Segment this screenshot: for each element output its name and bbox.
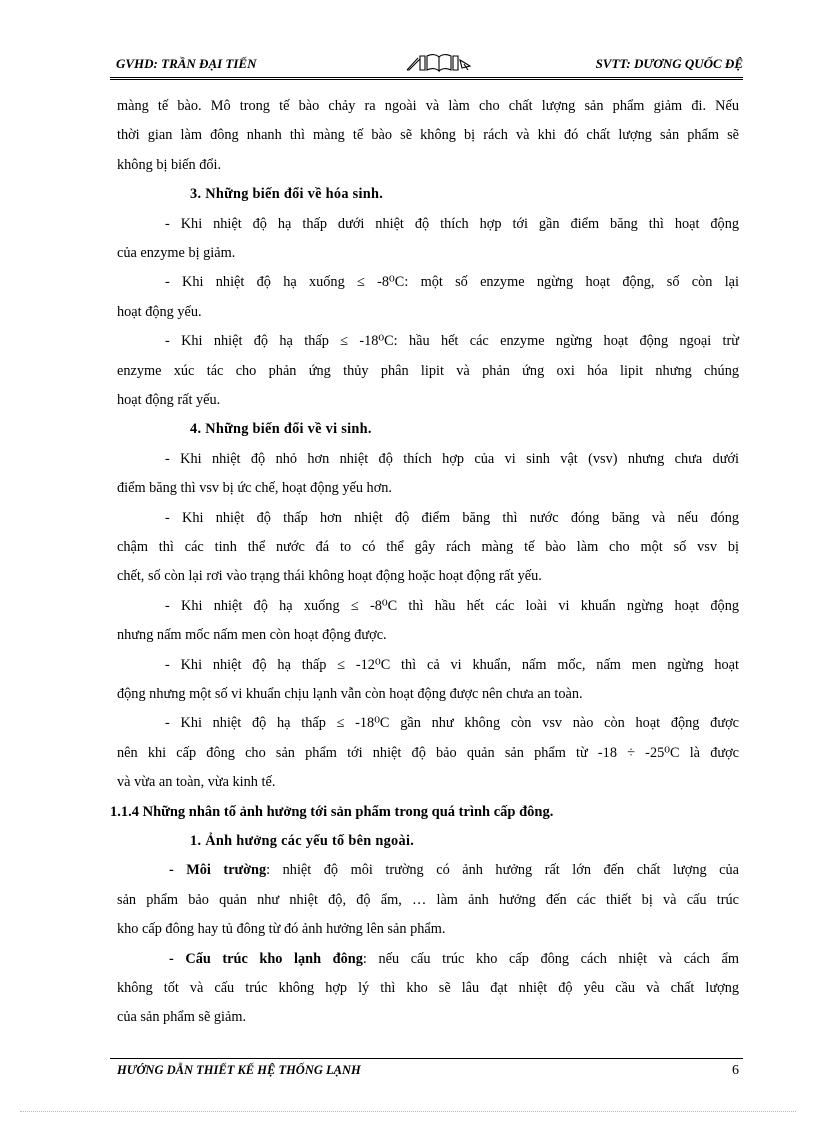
- text-span: : nếu cấu trúc kho cấp đông cách nhiệt và cách ẩm: [362, 950, 740, 967]
- text-line: và vừa an toàn, vừa kinh tế.: [117, 774, 276, 791]
- text-line: chậm thì các tinh thể nước đá to có thể gây rách màng tế bào làm cho một số vsv bị: [117, 539, 739, 555]
- footer-rule: [110, 1058, 743, 1059]
- text-line: enzyme xúc tác cho phản ứng thủy phân lipit và phản ứng oxi hóa lipit nhưng chúng: [117, 362, 739, 379]
- header-student: SVTT: DƯƠNG QUỐC ĐỆ: [595, 56, 743, 71]
- term-environment: - Môi trường: [169, 862, 267, 879]
- text-line: màng tế bào. Mô trong tế bào chảy ra ngoài và làm cho chất lượng sản phẩm giảm đi. Nếu: [117, 98, 739, 114]
- page-header: [110, 54, 743, 74]
- heading-external-factors: 1. Ảnh hưởng các yếu tố bên ngoài.: [190, 833, 415, 849]
- heading-microbial: 4. Những biến đổi về vi sinh.: [190, 421, 372, 438]
- header-supervisor: GVHD: TRẦN ĐẠI TIẾN: [116, 56, 257, 71]
- text-line: của sản phẩm sẽ giảm.: [117, 1009, 247, 1026]
- text-span: : nhiệt độ môi trường có ảnh hưởng rất lớn đến chất lượng của: [266, 862, 739, 879]
- text-line: sản phẩm bảo quản như nhiệt độ, độ ẩm, … làm ảnh hưởng đến các thiết bị và cấu trúc: [117, 891, 739, 908]
- pen-book-ornament-icon: [404, 52, 474, 74]
- text-line: - Khi nhiệt độ hạ thấp ≤ -18⁰C: hầu hết các enzyme ngừng hoạt động ngoại trừ: [165, 333, 739, 350]
- text-line: nhưng nấm mốc nấm men còn hoạt động được.: [117, 627, 387, 644]
- text-line: [117, 856, 739, 885]
- text-line: động nhưng một số vi khuẩn chịu lạnh vẫn còn hoạt động được nên chưa an toàn.: [117, 686, 583, 702]
- text-line: không bị biến đổi.: [117, 156, 222, 173]
- text-line: hoạt động yếu.: [117, 303, 202, 320]
- text-line: chết, số còn lại rơi vào trạng thái không hoạt động hoặc hoạt động rất yếu.: [117, 568, 542, 585]
- text-line: - Khi nhiệt độ thấp hơn nhiệt độ điểm băng thì nước đóng băng và nếu đóng: [165, 509, 739, 526]
- text-line: - Khi nhiệt độ hạ xuống ≤ -8⁰C thì hầu hết các loài vi khuẩn ngừng hoạt động: [165, 597, 739, 614]
- heading-biochemical: 3. Những biến đổi về hóa sinh.: [190, 186, 384, 203]
- text-line: - Khi nhiệt độ hạ thấp ≤ -18⁰C gần như không còn vsv nào còn hoạt động được: [165, 715, 739, 732]
- header-rule: [110, 77, 743, 80]
- text-line: hoạt động rất yếu.: [117, 392, 221, 408]
- text-line: - Khi nhiệt độ nhỏ hơn nhiệt độ thích hợp của vi sinh vật (vsv) nhưng chưa dưới: [165, 450, 739, 467]
- term-freezer-structure: - Cấu trúc kho lạnh đông: [169, 950, 363, 967]
- text-line: - Khi nhiệt độ hạ thấp dưới nhiệt độ thích hợp tới gần điểm băng thì hoạt động: [165, 215, 739, 232]
- page-number: 6: [732, 1063, 739, 1078]
- text-line: điểm băng thì vsv bị ức chế, hoạt động yếu hơn.: [117, 480, 392, 497]
- text-line: kho cấp đông hay tủ đông từ đó ảnh hưởng lên sản phẩm.: [117, 921, 446, 938]
- footer-title: HƯỚNG DẪN THIẾT KẾ HỆ THỐNG LẠNH: [117, 1063, 361, 1077]
- text-line: thời gian làm đông nhanh thì màng tế bào sẽ không bị rách và khi đó chất lượng sản phẩm sẽ: [117, 127, 739, 144]
- text-line: nên khi cấp đông cho sản phẩm tới nhiệt độ bảo quản sản phẩm từ -18 ÷ -25⁰C là được: [117, 744, 739, 761]
- text-line: [117, 945, 739, 974]
- page-footer: [117, 1063, 739, 1078]
- text-line: của enzyme bị giảm.: [117, 245, 236, 261]
- text-line: - Khi nhiệt độ hạ xuống ≤ -8⁰C: một số enzyme ngừng hoạt động, số còn lại: [165, 274, 739, 291]
- text-line: - Khi nhiệt độ hạ thấp ≤ -12⁰C thì cả vi khuẩn, nấm mốc, nấm men ngừng hoạt: [165, 656, 739, 673]
- page-break-divider: [20, 1111, 796, 1112]
- text-line: không tốt và cấu trúc không hợp lý thì kho sẽ lâu đạt nhiệt độ yêu cầu và chất lượng: [117, 980, 739, 996]
- section-heading: 1.1.4 Những nhân tố ảnh hưởng tới sản phẩm trong quá trình cấp đông.: [110, 803, 554, 820]
